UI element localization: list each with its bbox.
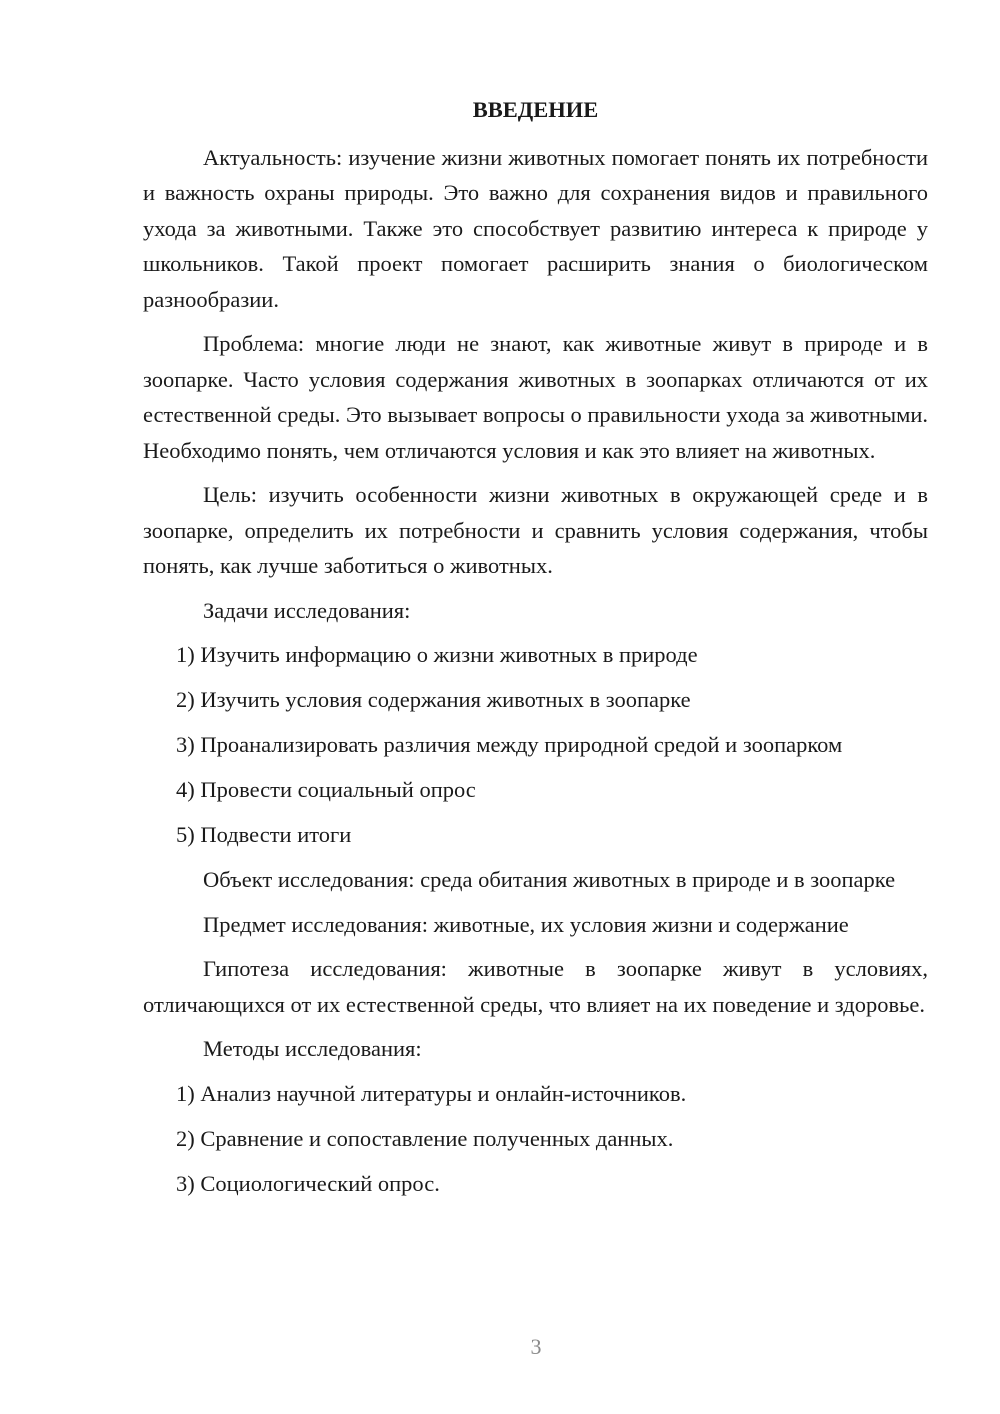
problem-paragraph: Проблема: многие люди не знают, как животные живут в природе и в зоопарке. Часто условия содержания животных в зоопарках отличаются от их естественной среды. Это вызывает вопросы о правильности ухода за животными. Необходимо понять, чем отличаются условия и как это влияет на животных. xyxy=(143,331,928,463)
hypothesis-paragraph: Гипотеза исследования: животные в зоопарке живут в условиях, отличающихся от их естественной среды, что влияет на их поведение и здоровье. xyxy=(143,956,928,1017)
list-item: 1) Изучить информацию о жизни животных в природе xyxy=(176,642,698,667)
list-item: 1) Анализ научной литературы и онлайн-источников. xyxy=(176,1080,687,1106)
tasks-label: Задачи исследования: xyxy=(203,597,411,623)
methods-label: Методы исследования: xyxy=(203,1036,422,1061)
page-title: ВВЕДЕНИЕ xyxy=(472,97,599,122)
tasks-list xyxy=(143,637,928,853)
page-content xyxy=(143,92,928,1211)
relevance-paragraph: Актуальность: изучение жизни животных помогает понять их потребности и важность охраны природы. Это важно для сохранения видов и правильного ухода за животными. Также это способствует развитию интереса к природе у школьников. Такой проект помогает расширить знания о биологическом разнообразии. xyxy=(143,144,928,312)
list-item: 3) Проанализировать различия между природной средой и зоопарком xyxy=(176,732,843,757)
list-item: 3) Социологический опрос. xyxy=(176,1170,440,1196)
list-item: 2) Сравнение и сопоставление полученных данных. xyxy=(176,1125,674,1151)
goal-paragraph: Цель: изучить особенности жизни животных в окружающей среде и в зоопарке, определить их потребности и сравнить условия содержания, чтобы понять, как лучше заботиться о животных. xyxy=(143,482,928,578)
subject-paragraph: Предмет исследования: животные, их условия жизни и содержание xyxy=(203,911,849,937)
methods-list xyxy=(143,1076,928,1202)
page-number: 3 xyxy=(530,1334,542,1359)
list-item: 5) Подвести итоги xyxy=(176,822,352,847)
object-paragraph: Объект исследования: среда обитания животных в природе и в зоопарке xyxy=(203,867,896,892)
list-item: 4) Провести социальный опрос xyxy=(176,777,476,802)
list-item: 2) Изучить условия содержания животных в зоопарке xyxy=(176,687,691,712)
